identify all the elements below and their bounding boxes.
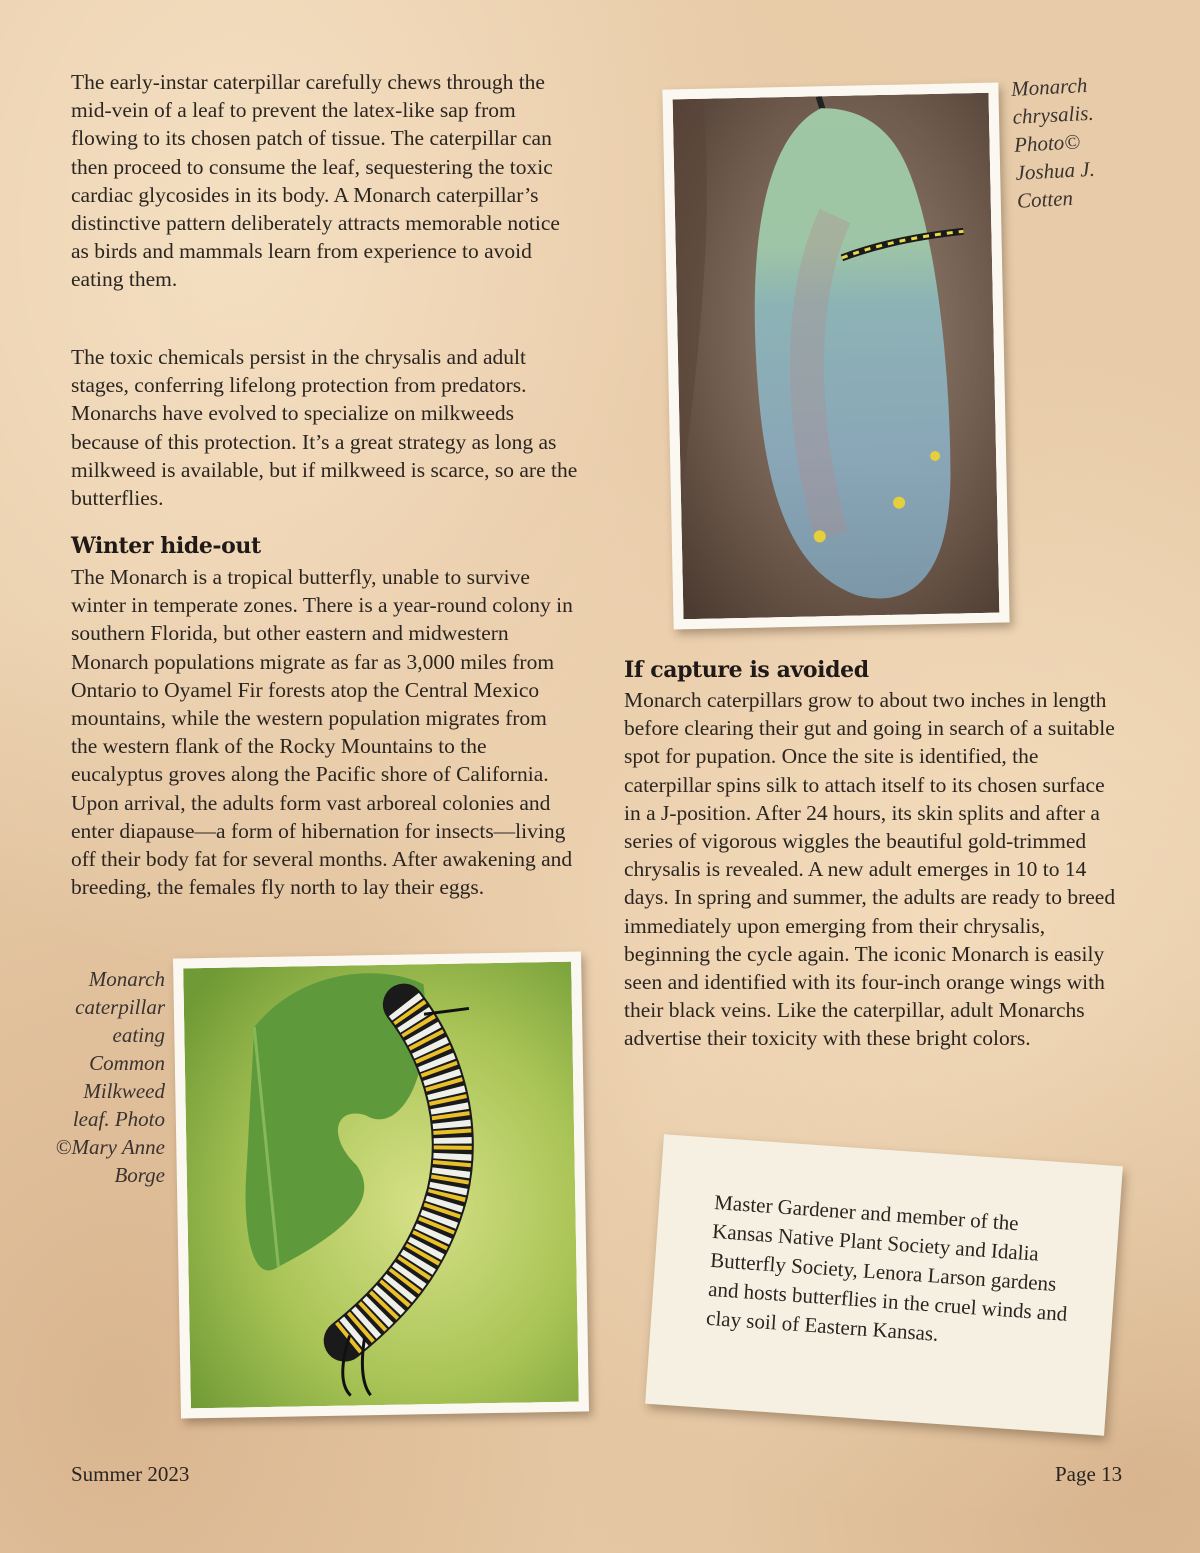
author-bio-card: [645, 1134, 1123, 1435]
heading-if-capture-is-avoided: If capture is avoided: [624, 657, 869, 683]
paragraph-capture: Monarch caterpillars grow to about two inches in length before clearing their gut and going in search of a suitable spot for pupation. Once the site is identified, the caterpillar spins silk to attach itself to its chosen surface in a J-position. After 24 hours, its skin splits and after a series of vigorous wiggles the beautiful gold-trimmed chrysalis is revealed. A new adult emerges in 10 to 14 days. In spring and summer, the adults are ready to breed immediately upon emerging from their chrysalis, beginning the cycle again. The iconic Monarch is easily seen and identified with its four-inch orange wings with their black veins. Like the caterpillar, adult Monarchs advertise their toxicity with these bright colors.: [624, 688, 1116, 1051]
heading-winter-hide-out: Winter hide-out: [71, 533, 261, 559]
chrysalis-photo-frame: [662, 83, 1009, 630]
footer-issue: Summer 2023: [71, 1462, 190, 1486]
caterpillar-photo: [183, 962, 579, 1409]
caption-chrysalis: Monarch chrysalis. Photo© Joshua J. Cotten: [1010, 72, 1096, 213]
footer-page-number: Page 13: [1055, 1462, 1123, 1486]
paragraph-winter: The Monarch is a tropical butterfly, unable to survive winter in temperate zones. There is a year-round colony in southern Florida, but other eastern and midwestern Monarch populations migrate as far as 3,000 miles from Ontario to Oyamel Fir forests atop the Central Mexico mountains, while the western population migrates from the western flank of the Rocky Mountains to the eucalyptus groves along the Pacific shore of California. Upon arrival, the adults form vast arboreal colonies and enter diapause—a form of hibernation for insects—living off their body fat for several months. After awakening and breeding, the females fly north to lay their eggs.: [71, 565, 573, 900]
caption-caterpillar: Monarch caterpillar eating Common Milkweed leaf. Photo ©Mary Anne Borge: [55, 967, 165, 1187]
paragraph-toxic-chemicals: The toxic chemicals persist in the chrysalis and adult stages, conferring lifelong protection from predators. Monarchs have evolved to specialize on milkweeds because of this protection. It’s a great strategy as long as milkweed is available, but if milkweed is scarce, so are the butterflies.: [71, 345, 578, 511]
author-bio-text: Master Gardener and member of the Kansas Native Plant Society and Idalia Butterfly Society, Lenora Larson gardens and hosts butterflies in the cruel winds and clay soil of Eastern Kansas.: [705, 1189, 1069, 1346]
caterpillar-photo-frame: [173, 951, 589, 1418]
chrysalis-photo: [673, 93, 1000, 620]
paragraph-early-instar: The early-instar caterpillar carefully chews through the mid-vein of a leaf to prevent the latex-like sap from flowing to its chosen patch of tissue. The caterpillar can then proceed to consume the leaf, sequestering the toxic cardiac glycosides in its body. A Monarch caterpillar’s distinctive pattern deliberately attracts memorable notice as birds and mammals learn from experience to avoid eating them.: [71, 70, 560, 292]
